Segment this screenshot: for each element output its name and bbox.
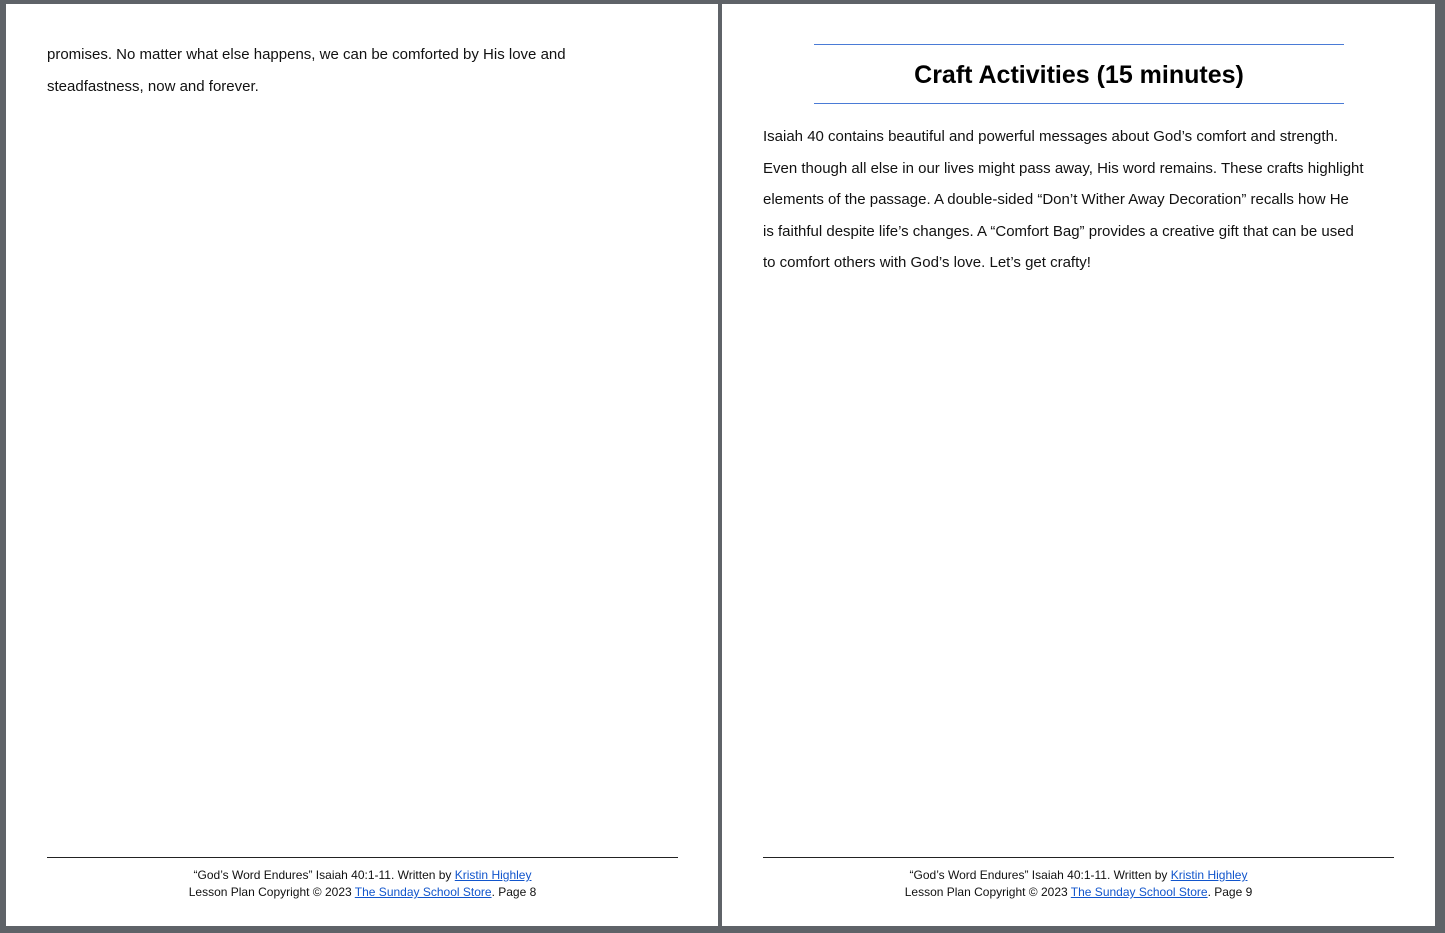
footer-line-copyright bbox=[47, 884, 678, 901]
body-paragraph bbox=[47, 39, 687, 102]
body-line: Isaiah 40 contains beautiful and powerful messages about God’s comfort and strength. bbox=[763, 128, 1339, 145]
body-paragraph bbox=[763, 121, 1403, 279]
footer-divider bbox=[763, 857, 1394, 858]
footer-copyright-text: Lesson Plan Copyright © 2023 bbox=[188, 885, 355, 899]
footer-title-text: “God’s Word Endures” Isaiah 40:1-11. Written by bbox=[193, 868, 455, 882]
footer-line-credits bbox=[763, 867, 1394, 884]
body-line: is faithful despite life’s changes. A “Comfort Bag” provides a creative gift that can be used bbox=[763, 222, 1354, 240]
body-line: steadfastness, now and forever. bbox=[47, 77, 259, 95]
footer-divider bbox=[47, 857, 678, 858]
author-link[interactable]: Kristin Highley bbox=[1170, 868, 1248, 882]
page-footer bbox=[763, 867, 1394, 901]
body-line: to comfort others with God’s love. Let’s get crafty! bbox=[763, 254, 1091, 271]
body-line: Even though all else in our lives might pass away, His word remains. These crafts highlight bbox=[763, 159, 1364, 177]
footer-copyright-text: Lesson Plan Copyright © 2023 bbox=[904, 885, 1071, 899]
section-heading: Craft Activities (15 minutes) bbox=[914, 61, 1244, 89]
store-link[interactable]: The Sunday School Store bbox=[354, 885, 492, 899]
footer-title-text: “God’s Word Endures” Isaiah 40:1-11. Written by bbox=[909, 868, 1171, 882]
footer-line-credits bbox=[47, 867, 678, 884]
page-number: . Page 9 bbox=[1207, 885, 1253, 899]
page-footer bbox=[47, 867, 678, 901]
author-link[interactable]: Kristin Highley bbox=[454, 868, 532, 882]
store-link[interactable]: The Sunday School Store bbox=[1070, 885, 1208, 899]
page-number: . Page 8 bbox=[491, 885, 537, 899]
footer-line-copyright bbox=[763, 884, 1394, 901]
body-line: elements of the passage. A double-sided “Don’t Wither Away Decoration” recalls how He bbox=[763, 191, 1349, 208]
heading-rule-bottom bbox=[814, 103, 1344, 104]
body-line: promises. No matter what else happens, we can be comforted by His love and bbox=[47, 46, 566, 63]
page-8 bbox=[6, 4, 718, 926]
page-9 bbox=[722, 4, 1435, 926]
heading-rule-top bbox=[814, 44, 1344, 45]
